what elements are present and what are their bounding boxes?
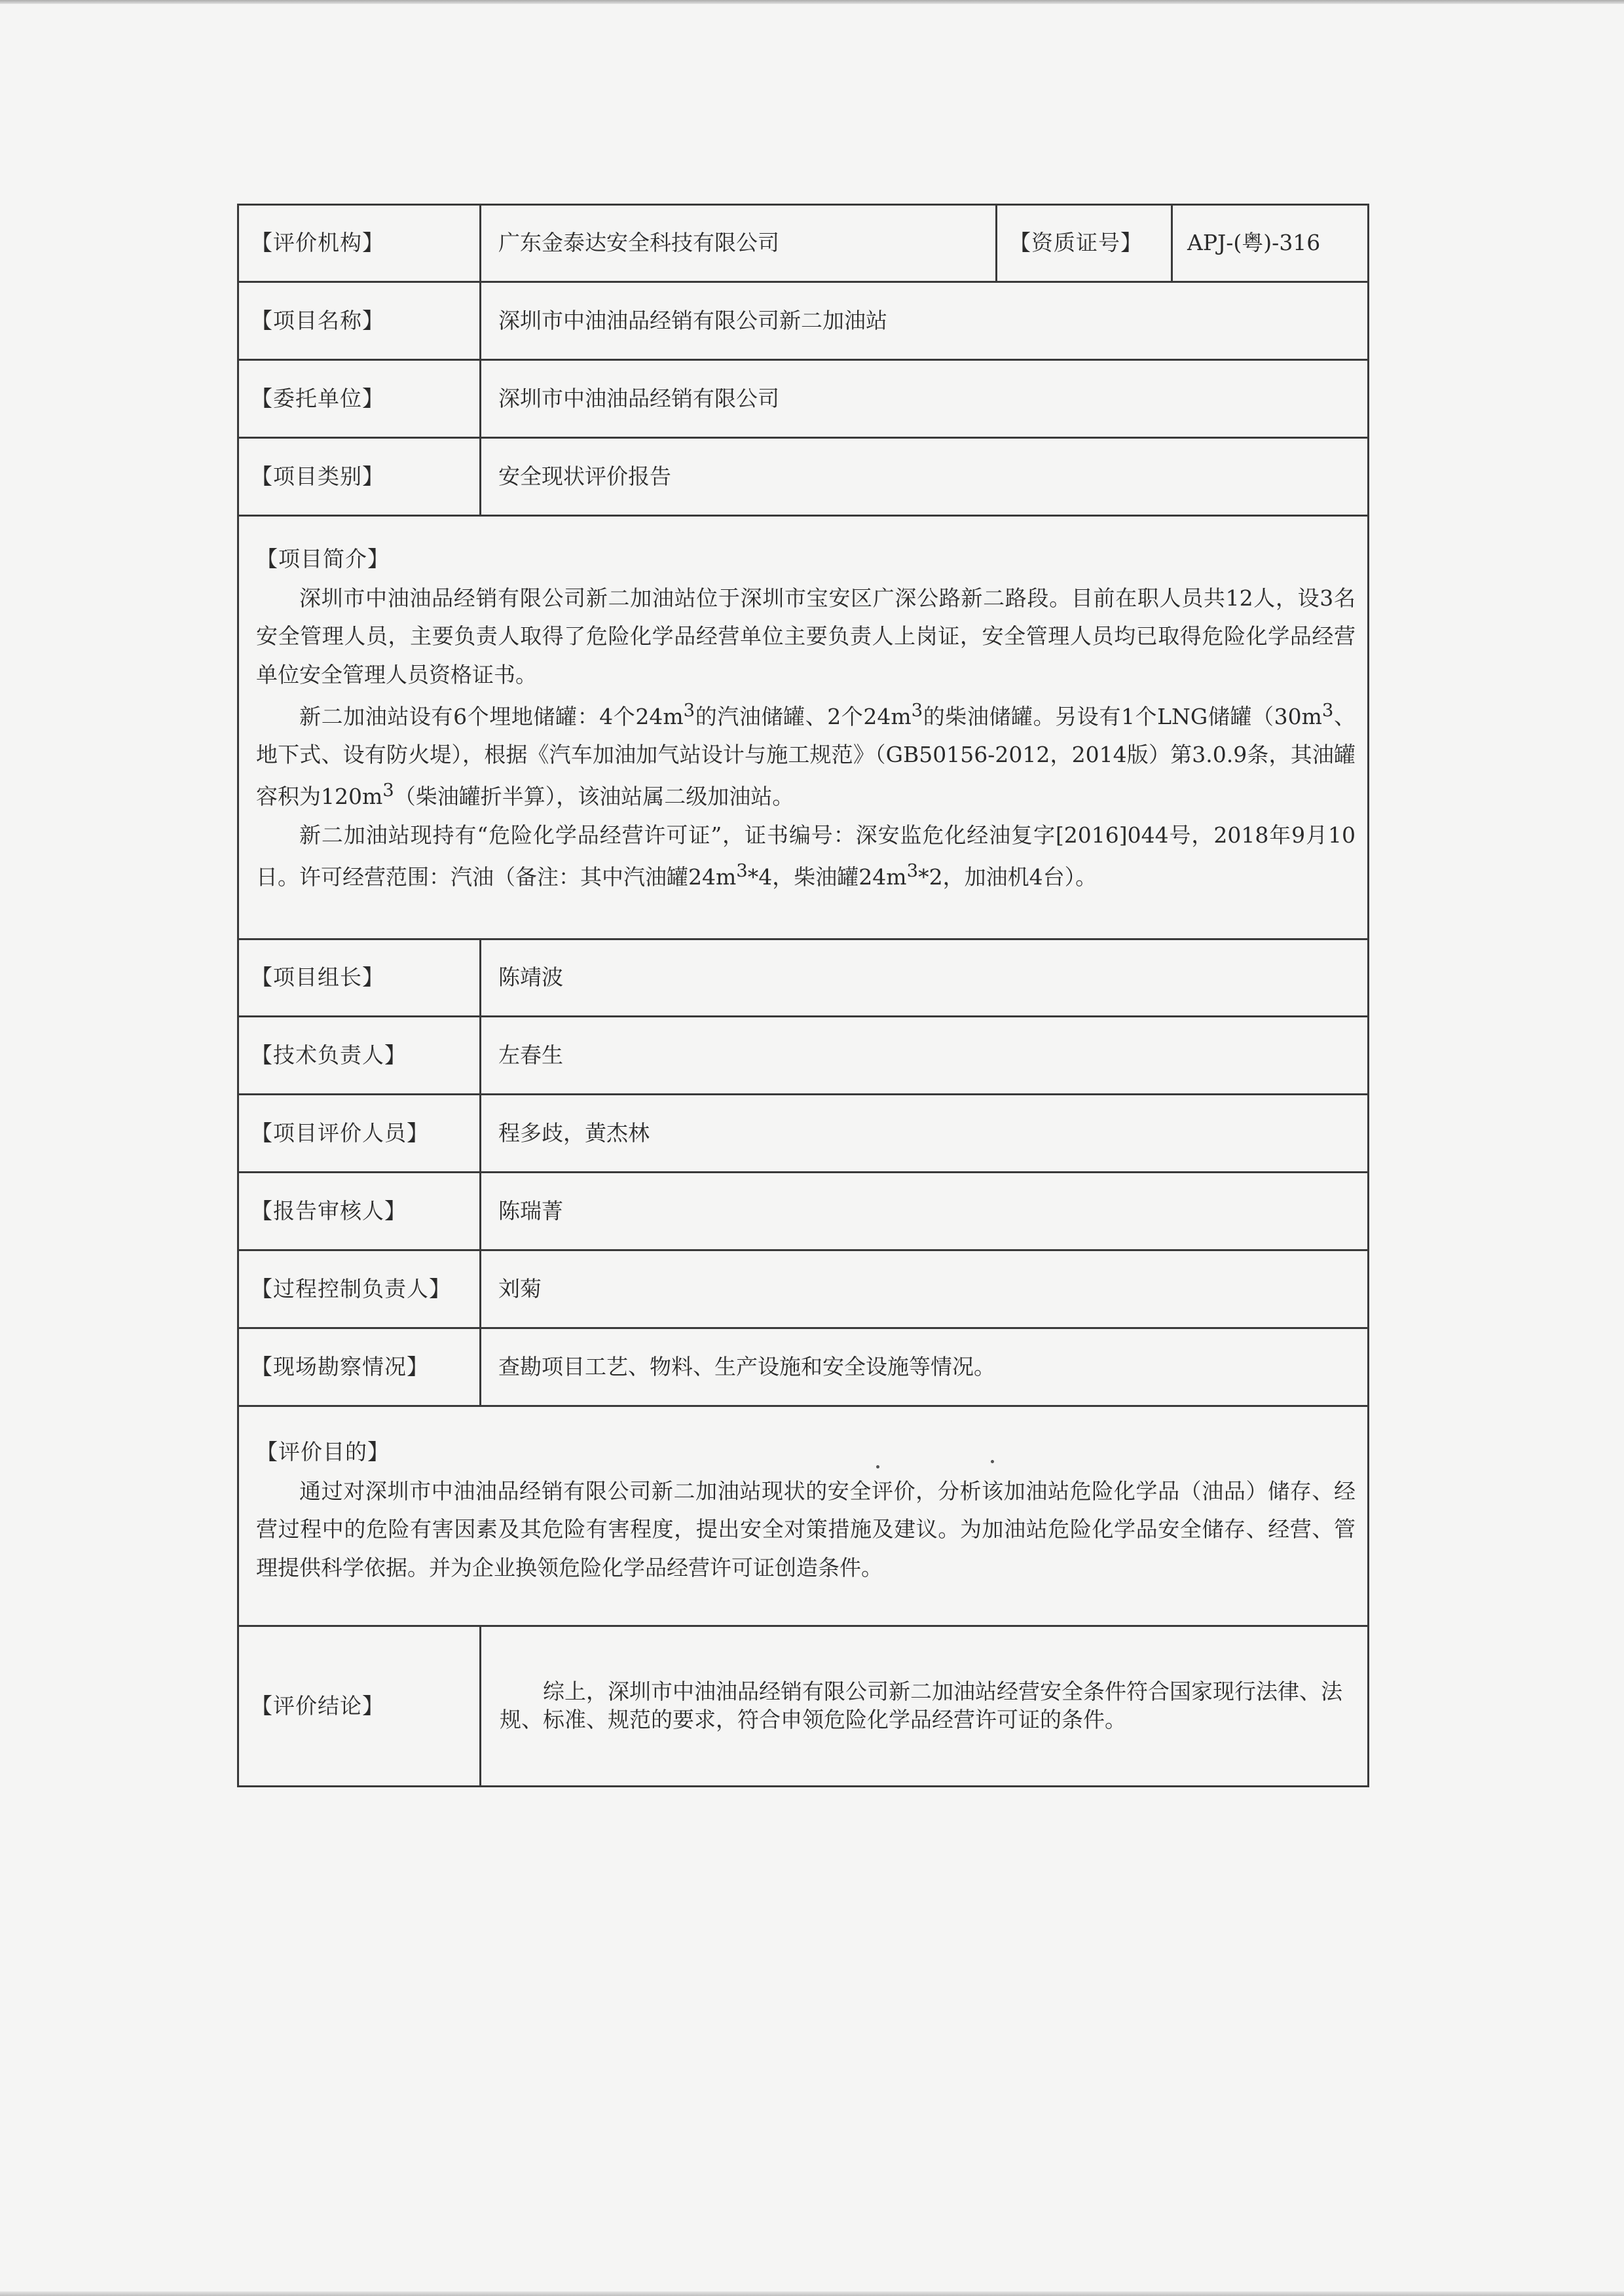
- conclusion-row: [238, 1626, 1369, 1787]
- client-row: [238, 360, 1369, 438]
- scan-edge-bottom: [0, 2291, 1624, 2296]
- conclusion-label: 【评价结论】: [238, 1626, 481, 1787]
- site-survey-value: 查勘项目工艺、物料、生产设施和安全设施等情况。: [481, 1328, 1369, 1406]
- summary-paragraph-3: 新二加油站现持有“危险化学品经营许可证”，证书编号：深安监危化经油复字[2016]044号，2018年9月10日。许可经营范围：汽油（备注：其中汽油罐$24m^3*4$，柴油罐$24m^3*2$，加油机4台）。: [256, 822, 1356, 890]
- reviewer-value: 陈瑞菁: [481, 1173, 1369, 1250]
- site-survey-label: 【现场勘察情况】: [238, 1328, 481, 1406]
- tech-lead-value: 左春生: [481, 1017, 1369, 1095]
- process-control-row: [238, 1250, 1369, 1328]
- summary-paragraph-1: 深圳市中油油品经销有限公司新二加油站位于深圳市宝安区广深公路新二路段。目前在职人员共12人，设3名安全管理人员，主要负责人取得了危险化学品经营单位主要负责人上岗证，安全管理人员均已取得危险化学品经营单位安全管理人员资格证书。: [256, 585, 1356, 687]
- org-value: 广东金泰达安全科技有限公司: [481, 205, 997, 282]
- conclusion-text: 综上，深圳市中油油品经销有限公司新二加油站经营安全条件符合国家现行法律、法规、标准、规范的要求，符合申领危险化学品经营许可证的条件。: [481, 1626, 1369, 1787]
- project-name-label: 【项目名称】: [238, 282, 481, 360]
- purpose-text: 通过对深圳市中油油品经销有限公司新二加油站现状的安全评价，分析该加油站危险化学品（油品）储存、经营过程中的危险有害因素及其危险有害程度，提出安全对策措施及建议。为加油站危险化学品安全储存、经营、管理提供科学依据。并为企业换领危险化学品经营许可证创造条件。: [256, 1478, 1356, 1580]
- site-survey-row: [238, 1328, 1369, 1406]
- summary-paragraph-2: 新二加油站设有6个埋地储罐：4个$24m^3$的汽油储罐、2个$24m^3$的柴油储罐。另设有1个LNG储罐（$30m^3$、地下式、设有防火堤），根据《汽车加油加气站设计与施工规范》（GB50156-2012，2014版）第3.0.9条，其油罐容积为$120m^3$（柴油罐折半算），该油站属二级加油站。: [256, 699, 1356, 810]
- team-leader-label: 【项目组长】: [238, 939, 481, 1017]
- summary-title: 【项目简介】: [256, 546, 390, 572]
- purpose-cell: [238, 1406, 1369, 1626]
- project-name-row: [238, 282, 1369, 360]
- scan-speck: [991, 1460, 994, 1463]
- org-row: [238, 205, 1369, 282]
- evaluators-row: [238, 1095, 1369, 1173]
- evaluators-value: 程多歧，黄杰林: [481, 1095, 1369, 1173]
- reviewer-label: 【报告审核人】: [238, 1173, 481, 1250]
- org-label: 【评价机构】: [238, 205, 481, 282]
- category-row: [238, 438, 1369, 516]
- client-label: 【委托单位】: [238, 360, 481, 438]
- reviewer-row: [238, 1173, 1369, 1250]
- scan-edge-top: [0, 0, 1624, 4]
- process-control-value: 刘菊: [481, 1250, 1369, 1328]
- evaluators-label: 【项目评价人员】: [238, 1095, 481, 1173]
- summary-row: [238, 516, 1369, 939]
- project-name-value: 深圳市中油油品经销有限公司新二加油站: [481, 282, 1369, 360]
- purpose-row: [238, 1406, 1369, 1626]
- team-leader-row: [238, 939, 1369, 1017]
- cert-value: APJ-(粤)-316: [1172, 205, 1369, 282]
- evaluation-info-table: [237, 204, 1369, 1787]
- tech-lead-row: [238, 1017, 1369, 1095]
- purpose-title: 【评价目的】: [256, 1439, 390, 1465]
- scan-speck: [876, 1465, 879, 1468]
- category-value: 安全现状评价报告: [481, 438, 1369, 516]
- category-label: 【项目类别】: [238, 438, 481, 516]
- cert-label: 【资质证号】: [997, 205, 1172, 282]
- client-value: 深圳市中油油品经销有限公司: [481, 360, 1369, 438]
- process-control-label: 【过程控制负责人】: [238, 1250, 481, 1328]
- team-leader-value: 陈靖波: [481, 939, 1369, 1017]
- tech-lead-label: 【技术负责人】: [238, 1017, 481, 1095]
- summary-cell: [238, 516, 1369, 939]
